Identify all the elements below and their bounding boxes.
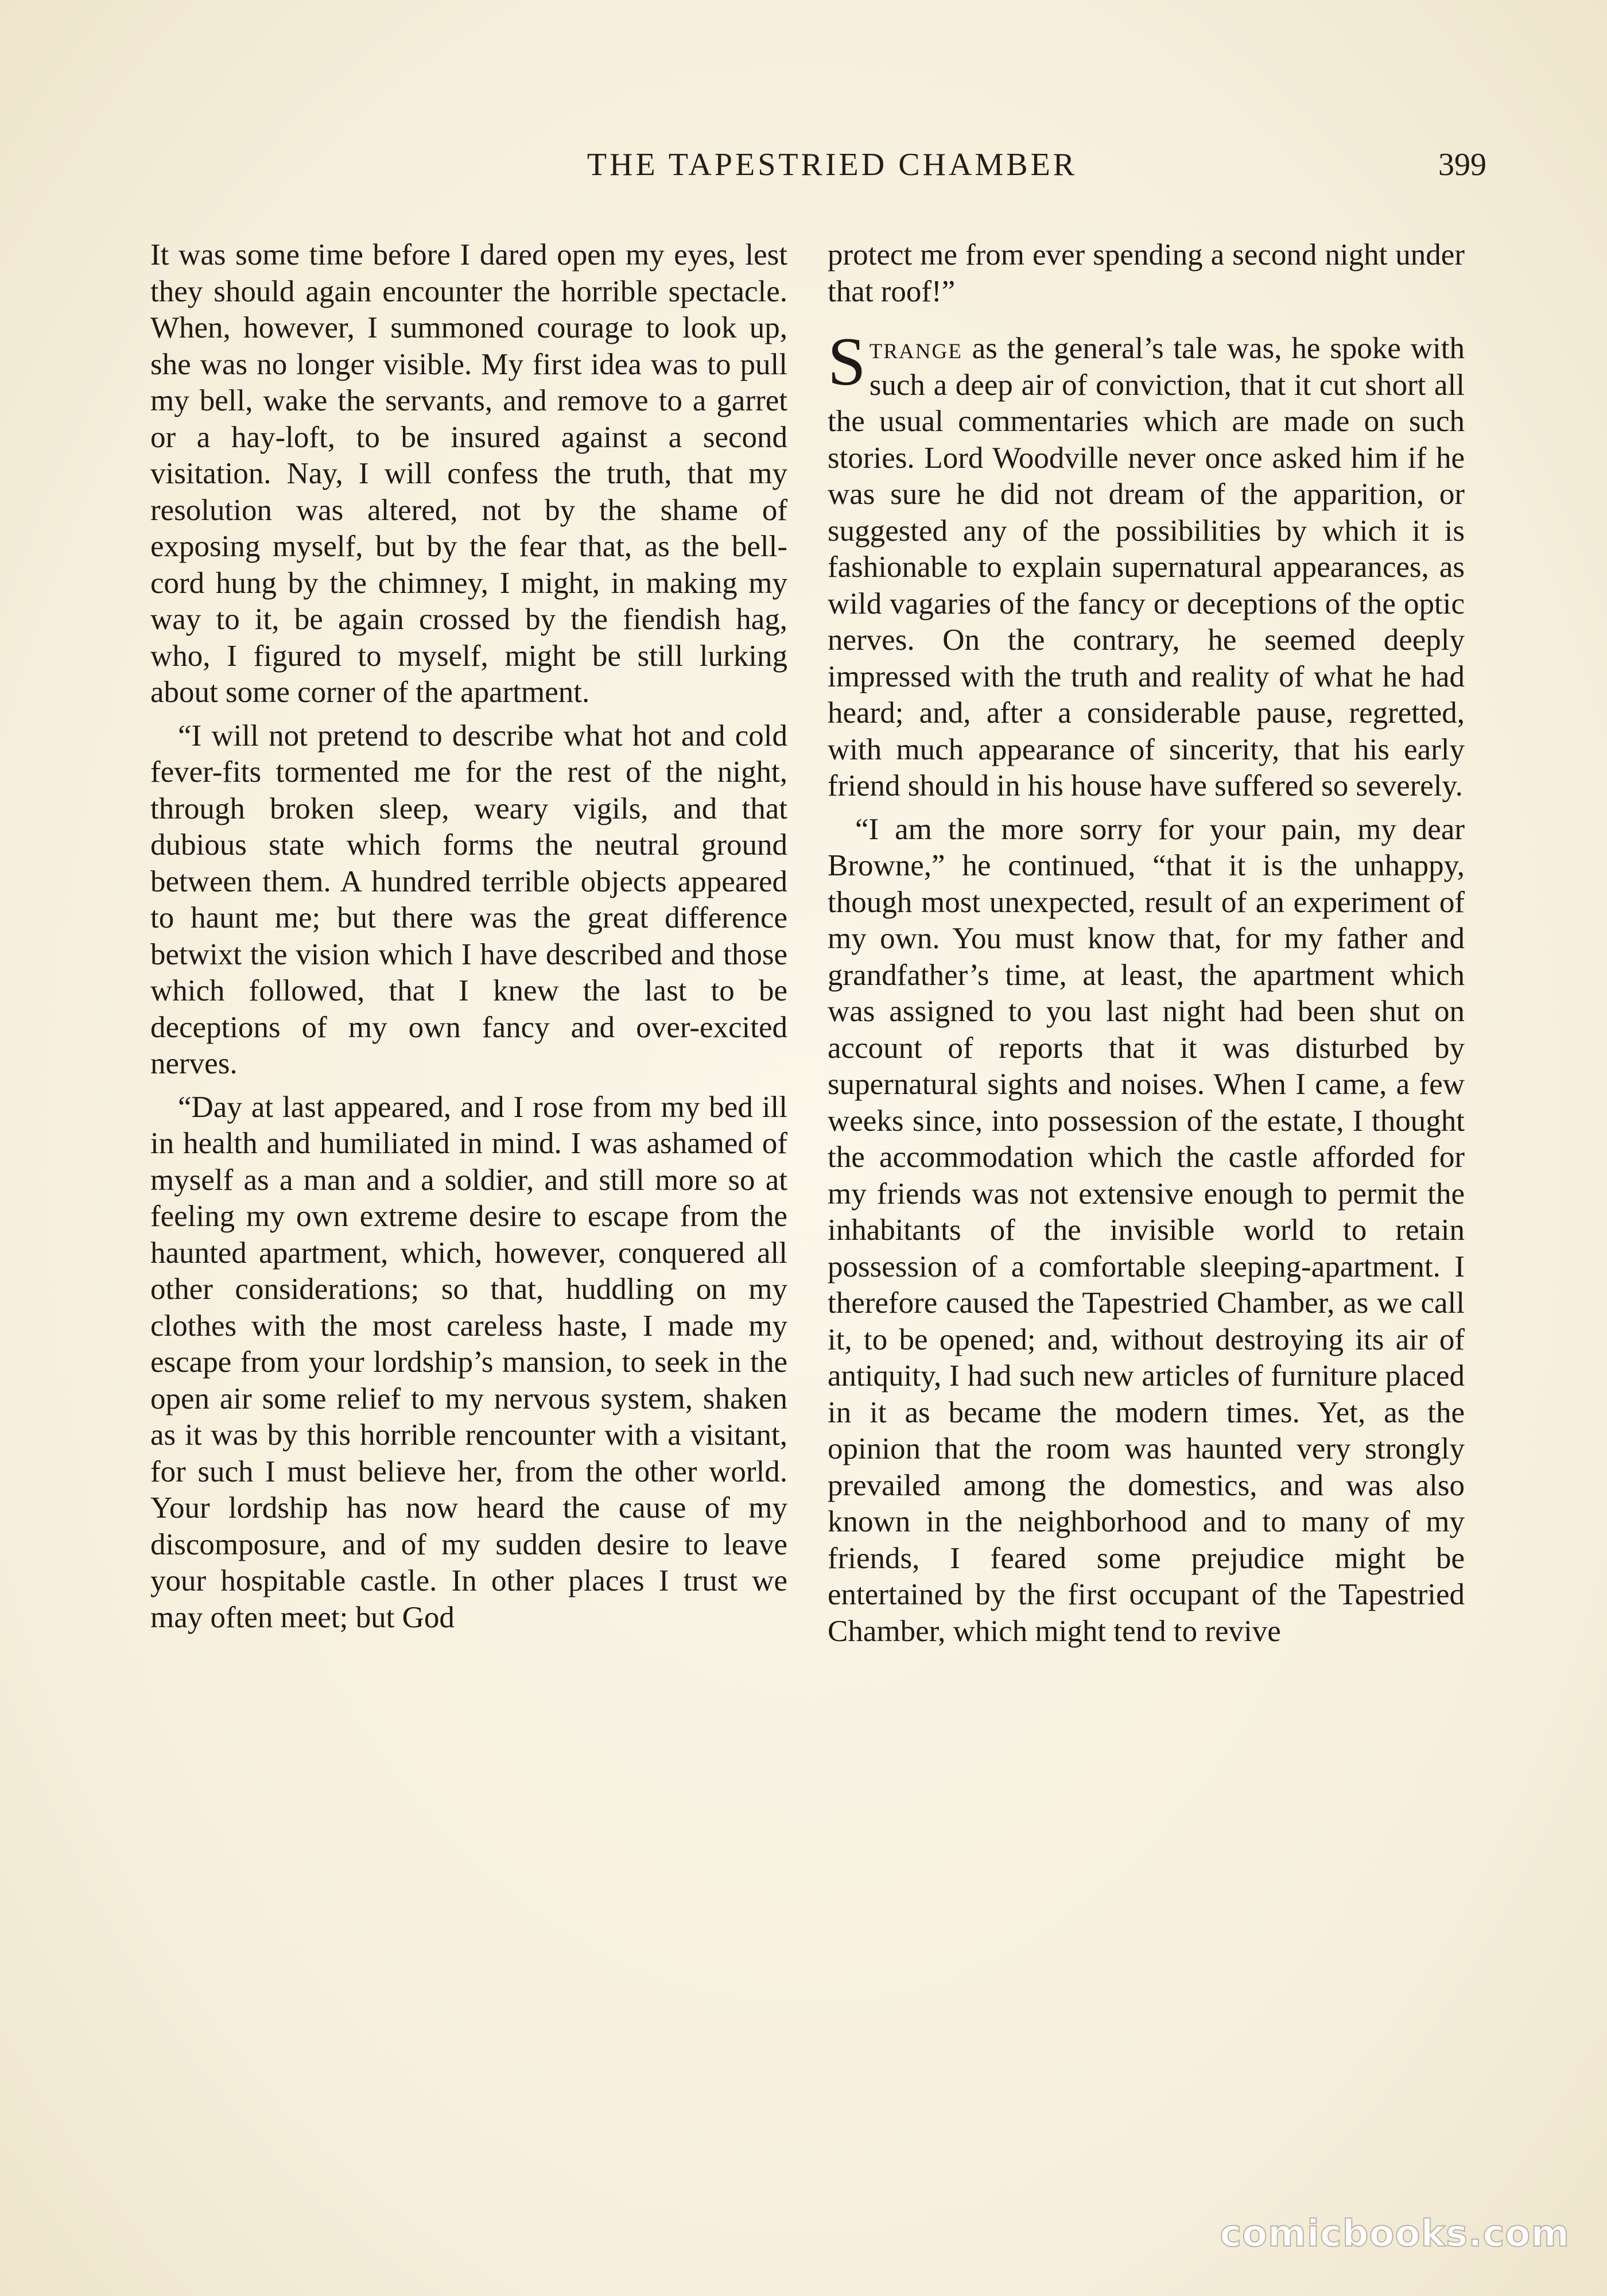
watermark: comicbooks.com [1220,2213,1570,2255]
section-paragraph [828,323,1465,805]
paragraph: “I am the more sorry for your pain, my dear Browne,” he continued, “that it is the unhappy, though most unexpected, result of an experiment of my own. You must know that, for my father and grandfather’s time, at least, the apartment which was assigned to you last night had been shut on account of reports that it was disturbed by supernatural sights and noises. When I came, a few weeks since, into possession of the estate, I thought the accommodation which the castle afforded for my friends was not extensive enough to permit the inhabitants of the invisible world to retain possession of a comfortable sleeping-apartment. I therefore caused the Tapestried Chamber, as we call it, to be opened; and, without destroying its air of antiquity, I had such new articles of furniture placed in it as became the modern times. Yet, as the opinion that the room was haunted very strongly prevailed among the domestics, and was also known in the neighborhood and to many of my friends, I feared some prejudice might be entertained by the first occupant of the Tapestried Chamber, which might tend to revive [828,812,1465,1648]
paragraph: “I will not pretend to describe what hot and cold fever-fits tormented me for the rest of the night, through broken sleep, weary vigils, and that dubious state which forms the neutral ground between them. A hundred terrible objects appeared to haunt me; but there was the great difference betwixt the vision which I have described and those which followed, that I knew the last to be deceptions of my own fancy and over-excited nerves. [150,719,787,1080]
paragraph: “Day at last appeared, and I rose from my bed ill in health and humiliated in mind. I was ashamed of myself as a man and a soldier, and still more so at feeling my own extreme desire to escape from the haunted apartment, which, however, conquered all other considerations; so that, huddling on my clothes with the most careless haste, I made my escape from your lordship’s mansion, to seek in the open air some relief to my nervous system, shaken as it was by this horrible rencounter with a visitant, for such I must believe her, from the other world. Your lordship has now heard the cause of my discomposure, and of my sudden desire to leave your hospitable castle. In other places I trust we may often meet; but God [150,1090,787,1634]
paragraph-text: as the general’s tale was, he spoke with such a deep air of conviction, that it cut short all the usual commentaries which are made on such stories. Lord Woodville never once asked him if he was sure he did not dream of the apparition, or suggested any of the possibilities by which it is fashionable to explain supernatural appearances, as wild vagaries of the fancy or deceptions of the optic nerves. On the contrary, he seemed deeply impressed with the truth and reality of what he had heard; and, after a considerable pause, regretted, with much appearance of sincerity, that his early friend should in his house have suffered so severely. [828,332,1465,802]
small-caps-lead: trange [869,332,962,365]
right-column [828,237,1465,1650]
left-column [150,237,787,1636]
running-title: THE TAPESTRIED CHAMBER [587,147,1078,183]
paragraph: protect me from ever spending a second night under that roof!” [828,238,1465,308]
drop-cap: S [828,323,866,400]
page-number: 399 [1438,147,1486,183]
paragraph: It was some time before I dared open my eyes, lest they should again encounter the horrible spectacle. When, however, I summoned courage to look up, she was no longer visible. My first idea was to pull my bell, wake the servants, and remove to a garret or a hay-loft, to be insured against a second visitation. Nay, I will confess the truth, that my resolution was altered, not by the shame of exposing myself, but by the fear that, as the bell-cord hung by the chimney, I might, in making my way to it, be again crossed by the fiendish hag, who, I figured to myself, might be still lurking about some corner of the apartment. [150,238,787,709]
